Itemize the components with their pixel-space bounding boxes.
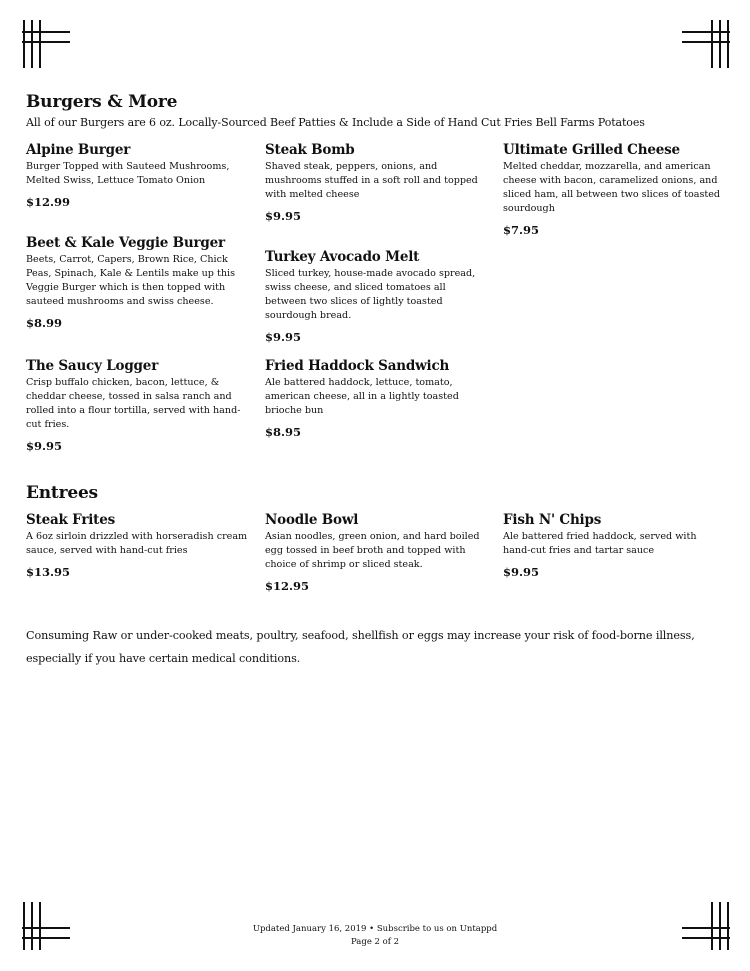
item-name: Steak Frites bbox=[26, 512, 115, 528]
menu-item-fried-haddock-sandwich bbox=[265, 358, 487, 439]
menu-item-saucy-logger bbox=[26, 358, 248, 453]
menu-item-steak-bomb bbox=[265, 142, 487, 223]
item-description: Ale battered haddock, lettuce, tomato, american cheese, all in a lightly toasted brioche bun bbox=[265, 377, 459, 416]
item-price: $9.95 bbox=[503, 565, 540, 579]
corner-grid-icon-top-right bbox=[682, 20, 730, 68]
item-name: Noodle Bowl bbox=[265, 512, 359, 528]
item-description: Crisp buffalo chicken, bacon, lettuce, & cheddar cheese, tossed in salsa ranch and rolled into a flour tortilla, served with hand-cut fries. bbox=[26, 377, 241, 430]
item-name: Fish N' Chips bbox=[503, 512, 602, 528]
menu-item-noodle-bowl bbox=[265, 512, 487, 593]
item-description: Sliced turkey, house-made avocado spread, swiss cheese, and sliced tomatoes all between two slices of lightly toasted sourdough bread. bbox=[265, 268, 476, 321]
item-name: Alpine Burger bbox=[26, 142, 131, 158]
item-price: $12.95 bbox=[265, 579, 310, 593]
item-name: Turkey Avocado Melt bbox=[265, 249, 420, 265]
item-description: Beets, Carrot, Capers, Brown Rice, Chick Peas, Spinach, Kale & Lentils make up this Veggie Burger which is then topped with sauteed mushrooms and swiss cheese. bbox=[26, 254, 235, 307]
food-safety-disclaimer: Consuming Raw or under-cooked meats, poultry, seafood, shellfish or eggs may increase your risk of food-borne illness, especially if you have certain medical conditions. bbox=[26, 629, 695, 665]
item-description: Burger Topped with Sauteed Mushrooms, Melted Swiss, Lettuce Tomato Onion bbox=[26, 161, 230, 186]
section-title-entrees: Entrees bbox=[26, 483, 98, 503]
corner-grid-icon-top-left bbox=[22, 20, 70, 68]
item-name: Beet & Kale Veggie Burger bbox=[26, 235, 225, 251]
footer-updated-line: Updated January 16, 2019 • Subscribe to us on Untappd bbox=[252, 924, 498, 934]
item-price: $12.99 bbox=[26, 195, 71, 209]
item-description: Shaved steak, peppers, onions, and mushrooms stuffed in a soft roll and topped with melted cheese bbox=[265, 161, 478, 200]
item-description: A 6oz sirloin drizzled with horseradish cream sauce, served with hand-cut fries bbox=[26, 531, 248, 556]
item-description: Asian noodles, green onion, and hard boiled egg tossed in beef broth and topped with choice of shrimp or sliced steak. bbox=[265, 531, 480, 570]
menu-item-ultimate-grilled-cheese bbox=[503, 142, 725, 237]
menu-item-fish-n-chips bbox=[503, 512, 725, 579]
item-name: The Saucy Logger bbox=[26, 358, 159, 374]
menu-item-turkey-avocado-melt bbox=[265, 249, 487, 344]
item-price: $8.95 bbox=[265, 425, 302, 439]
section-title-burgers: Burgers & More bbox=[26, 92, 178, 112]
item-price: $13.95 bbox=[26, 565, 71, 579]
item-name: Fried Haddock Sandwich bbox=[265, 358, 450, 374]
menu-item-alpine-burger bbox=[26, 142, 248, 209]
item-name: Ultimate Grilled Cheese bbox=[503, 142, 680, 158]
menu-item-steak-frites bbox=[26, 512, 248, 579]
item-price: $9.95 bbox=[265, 209, 302, 223]
item-price: $9.95 bbox=[26, 439, 63, 453]
item-price: $8.99 bbox=[26, 316, 63, 330]
item-price: $9.95 bbox=[265, 330, 302, 344]
item-description: Ale battered fried haddock, served with hand-cut fries and tartar sauce bbox=[503, 531, 697, 556]
item-price: $7.95 bbox=[503, 223, 540, 237]
item-name: Steak Bomb bbox=[265, 142, 355, 158]
footer-page-number: Page 2 of 2 bbox=[350, 937, 400, 947]
section-subtitle-burgers: All of our Burgers are 6 oz. Locally-Sourced Beef Patties & Include a Side of Hand Cut Fries Bell Farms Potatoes bbox=[26, 116, 645, 129]
item-description: Melted cheddar, mozzarella, and american cheese with bacon, caramelized onions, and sliced ham, all between two slices of toasted sourdough bbox=[503, 161, 721, 214]
menu-item-beet-kale-veggie-burger bbox=[26, 235, 248, 330]
